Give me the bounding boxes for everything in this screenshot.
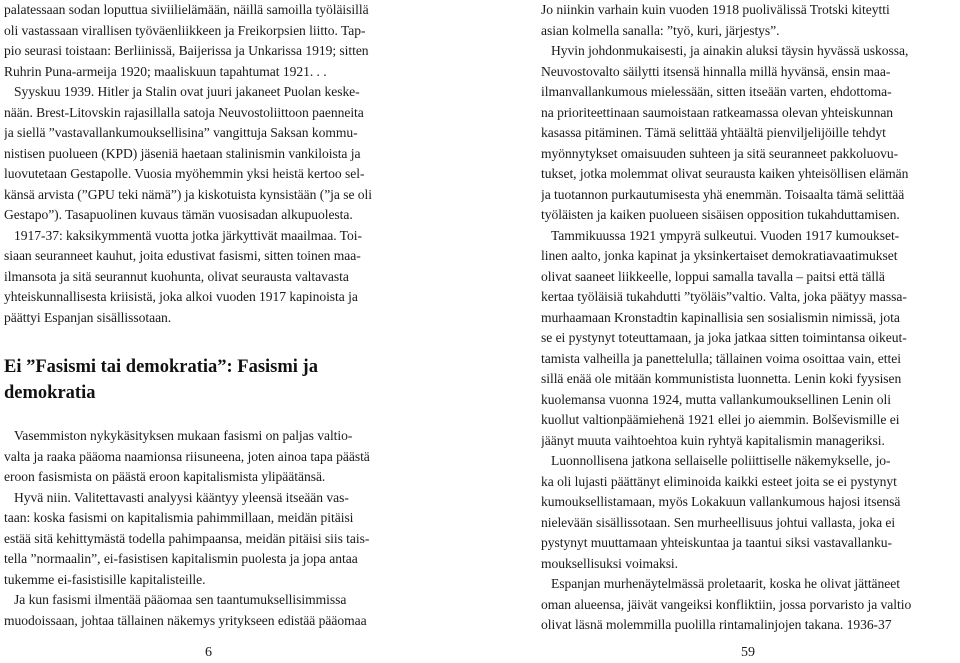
- text-line: kuollut valtionpäämiehenä 1921 ellei jo aiemmin. Bolševismille ei: [541, 412, 900, 427]
- text-line: siaan seuranneet kauhut, joita edustivat fasismi, sitten toinen maa-: [4, 248, 361, 263]
- text-line: eroon fasismista on päästä eroon kapitalismista ylipäätänsä.: [4, 469, 326, 484]
- text-line: myönnytykset omaisuuden suhteen ja sitä seuranneet pakkoluovu-: [541, 145, 899, 161]
- text-line: sillä enää ole mitään kommunistista luonnetta. Lenin koki fyysisen: [541, 371, 902, 386]
- text-line: muodoissaan, johtaa tällainen näkemys yritykseen edistää pääomaa: [4, 612, 367, 628]
- text-line: Neuvostovalto säilytti itsensä hinnalla millä hyvänsä, ensin maa-: [541, 63, 891, 79]
- text-line: Gestapo”). Tasapuolinen kuvaus tämän vuosisadan alkupuolesta.: [4, 207, 353, 222]
- text-line: Espanjan murhenäytelmässä proletaarit, koska he olivat jättäneet: [551, 576, 900, 591]
- text-line: mouksellisuksi voimaksi.: [541, 555, 679, 571]
- text-line: tukemme ei-fasistisille kapitalisteille.: [4, 571, 206, 587]
- text-line: 1917-37: kaksikymmentä vuotta jotka järkyttivät maailmaa. Toi-: [14, 227, 362, 243]
- left-text-block-1: [4, 0, 424, 328]
- text-line: Tammikuussa 1921 ympyrä sulkeutui. Vuoden 1917 kumoukset-: [551, 227, 900, 243]
- text-line: Luonnollisena jatkona sellaiselle poliittiselle näkemykselle, jo-: [551, 453, 891, 468]
- text-line: työläisten ja kaiken puolueen sisäisen opposition tukahduttamisen.: [541, 207, 900, 222]
- page-number-left: 6: [205, 645, 212, 660]
- section-heading: [4, 354, 424, 406]
- text-line: nään. Brest-Litovskin rajasillalla satoja Neuvostoliittoon paenneita: [4, 104, 364, 120]
- text-line: känsä arvista (”GPU teki nämä”) ja kiskotuista kynsistään (”ja se oli: [4, 186, 373, 202]
- text-line: ka oli lujasti päättänyt eliminoida kaikki esteet joita se ei pystynyt: [541, 473, 897, 489]
- text-line: kuolemansa vuonna 1924, mutta vallankumouksellinen Lenin oli: [541, 391, 891, 407]
- text-line: yhteiskunnallisesta kriisistä, joka alkoi vuoden 1917 kapinoista ja: [4, 289, 358, 304]
- text-line: tukset, jotka molemmat olivat seurausta kaiken yhteisöllisen elämän: [541, 166, 909, 181]
- text-line: Hyvin johdonmukaisesti, ja ainakin aluksi täysin hyvässä uskossa,: [551, 43, 909, 58]
- text-line: ja siellä ”vastavallankumouksellisina” vangittuja Saksan kommu-: [4, 125, 358, 140]
- text-line: ilmansota ja sitä seurannut kuohunta, olivat seurausta valtavasta: [4, 268, 349, 284]
- text-line: taan: koska fasismi on kapitalismia pahimmillaan, meidän pitäisi: [4, 510, 354, 525]
- text-line: valta ja raaka pääoma naamionsa riisuneena, joten ainoa tapa päästä: [4, 448, 370, 464]
- text-line: olivat saaneet liikkeelle, loppui samalla tavalla – paitsi että tällä: [541, 268, 885, 284]
- text-line: asian kolmella sanalla: ”työ, kuri, järjestys”.: [541, 22, 780, 38]
- text-line: päättyi Espanjan sisällissotaan.: [4, 309, 172, 325]
- right-text-block: [541, 0, 960, 636]
- text-line: oli vastassaan virallisen työväenliikkeen ja Freikorpsien liitto. Tap-: [4, 22, 366, 38]
- text-line: Ruhrin Puna-armeija 1920; maaliskuun tapahtumat 1921. . .: [4, 63, 327, 79]
- text-line: tamista valheilla ja panettelulla; tällainen voima osoittaa vain, ettei: [541, 350, 901, 366]
- text-line: palatessaan sodan loputtua siviilielämään, näillä samoilla työläisillä: [4, 2, 369, 17]
- text-line: Syyskuu 1939. Hitler ja Stalin ovat juuri jakaneet Puolan keske-: [14, 84, 360, 99]
- text-line: tella ”normaalin”, ei-fasistisen kapitalismin puolesta ja jopa antaa: [4, 551, 358, 566]
- text-line: kertaa työläisiä tukahdutti ”työläis”valtio. Valta, joka päätyy massa-: [541, 289, 907, 304]
- heading-line: Ei ”Fasismi tai demokratia”: Fasismi ja: [4, 357, 318, 377]
- text-line: luovutetaan Gestapolle. Vuosia myöhemmin yksi heistä kertoo sel-: [4, 166, 365, 181]
- text-line: nielevään sisällissotaan. Sen murheellisuus johtui vallasta, joka ei: [541, 514, 896, 530]
- text-line: na prioriteettinaan saumoistaan ratkeamassa olevan yhteiskunnan: [541, 104, 894, 120]
- page-number-right: 59: [741, 645, 755, 660]
- text-line: se ei pystynyt toteuttamaan, ja joka jatkaa sitten toimintansa oikeut-: [541, 330, 907, 345]
- left-text-block-2: [4, 426, 424, 631]
- text-line: Ja kun fasismi ilmentää pääomaa sen taantumuksellisimmissa: [14, 592, 347, 607]
- text-line: linen aalto, jonka kapinat ja yksinkertaiset demokratiavaatimukset: [541, 248, 898, 263]
- text-line: ilmanvallankumous mielessään, sitten itseään varten, ehdottoma-: [541, 84, 892, 99]
- text-line: pystynyt muuttamaan yhteiskuntaa ja taantui siksi vastavallanku-: [541, 535, 892, 550]
- right-page: [541, 0, 960, 636]
- text-line: kumouksellistamaan, myös Lokakuun vallankumous hajosi itsensä: [541, 494, 901, 509]
- text-line: Jo niinkin varhain kuin vuoden 1918 puolivälissä Trotski kiteytti: [541, 2, 890, 17]
- text-line: Hyvä niin. Valitettavasti analyysi kääntyy yleensä itseään vas-: [14, 489, 349, 505]
- text-line: kasassa pitäminen. Tämä selittää yhtäältä pienviljelijöille tehdyt: [541, 125, 886, 140]
- text-line: olivat läsnä molemmilla puolilla rintamalinjojen takana. 1936-37: [541, 617, 892, 632]
- text-line: nistisen puolueen (KPD) jäseniä haetaan stalinismin vankiloista ja: [4, 145, 361, 161]
- text-line: Vasemmiston nykykäsityksen mukaan fasismi on paljas valtio-: [14, 428, 353, 443]
- heading-line: demokratia: [4, 383, 96, 403]
- text-line: oman alueensa, jäivät vangeiksi konfliktiin, jossa porvaristo ja valtio: [541, 596, 912, 612]
- text-line: jäänyt muuta vaihtoehtoa kuin ryhtyä kapitalismin manageriksi.: [541, 432, 885, 448]
- text-line: pio seurasi toistaan: Berliinissä, Baijerissa ja Unkarissa 1919; sitten: [4, 43, 369, 58]
- text-line: murhaamaan Kronstadtin kapinallisia sen sosialismin nimissä, jota: [541, 309, 900, 325]
- text-line: ja tuotannon purkautumisesta yhä enemmän. Toisaalta tämä selittää: [541, 186, 905, 202]
- text-line: estää sitä kehittymästä todella pahimpaansa, meidän pitäisi siis tais-: [4, 530, 370, 546]
- left-page: [4, 0, 424, 631]
